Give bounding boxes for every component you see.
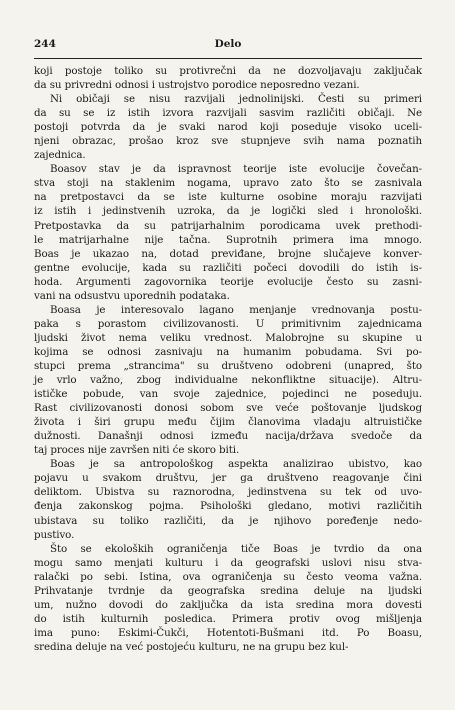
text-line: Ni običaji se nisu razvijali jednolinijski. Česti su primeri bbox=[50, 93, 422, 106]
running-title: Delo bbox=[214, 38, 242, 50]
text-line: Boasa je interesovalo lagano menjanje vrednovanja postu- bbox=[50, 303, 422, 316]
page-header bbox=[34, 38, 422, 54]
text-line: ubistava su toliko različiti, da je njihovo poređenje nedo- bbox=[34, 514, 422, 527]
paragraph bbox=[34, 542, 422, 654]
page-body bbox=[34, 64, 422, 654]
text-line: Pretpostavka da su patrijarhalnim porodicama uvek prethodi- bbox=[34, 219, 422, 232]
header-rule bbox=[34, 58, 422, 59]
text-line: Rast civilizovanosti donosi sobom sve veće poštovanje ljudskog bbox=[34, 402, 422, 415]
text-line: sredina deluje na već postojeću kulturu, ne na grupu bez kul- bbox=[34, 640, 349, 653]
text-line: zajednica. bbox=[34, 149, 86, 162]
text-line: postoji potvrda da je svaki narod koji poseduje visoko uceli- bbox=[34, 121, 422, 134]
text-line: do istih kulturnih posledica. Primera protiv ovog mišljenja bbox=[34, 612, 422, 625]
page-number: 244 bbox=[34, 38, 56, 50]
text-line: paka s porastom civilizovanosti. U primitivnim zajednicama bbox=[34, 317, 422, 330]
text-line: stva stoji na staklenim nogama, upravo zato što se zasnivala bbox=[34, 177, 422, 190]
text-line: ralački po sebi. Istina, ova ograničenja su često veoma važna. bbox=[34, 570, 422, 583]
text-line: dužnosti. Današnji odnosi između nacija/država svedoče da bbox=[34, 430, 422, 443]
text-line: kojima se odnosi zasnivaju na humanim pobudama. Svi po- bbox=[34, 345, 422, 358]
text-line: stupci prema „strancima" su društveno odobreni (unapred, što bbox=[34, 359, 422, 372]
text-line: hoda. Argumenti zagovornika teorije evolucije često su zasni- bbox=[34, 275, 422, 288]
text-line: mogu samo menjati kulturu i da geografski uslovi nisu stva- bbox=[34, 556, 422, 569]
text-line: ljudski život nema veliku vrednost. Malobrojne su skupine u bbox=[34, 331, 422, 344]
text-line: ima puno: Eskimi-Čukči, Hotentoti-Bušmani itd. Po Boasu, bbox=[34, 626, 422, 639]
text-line: da su privredni odnosi i ustrojstvo porodice neposredno vezani. bbox=[34, 79, 360, 92]
paragraph bbox=[34, 162, 422, 302]
text-line: ističke pobude, van svoje zajednice, pojedinci ne poseduju. bbox=[34, 388, 422, 401]
text-line: Boas je ukazao na, dotad previđane, brojne slučajeve konver- bbox=[34, 247, 422, 260]
text-line: deliktom. Ubistva su raznorodna, jedinstvena su tek od uvo- bbox=[34, 486, 422, 499]
text-line: gentne evolucije, kada su različiti počeci dovodili do istih is- bbox=[34, 261, 422, 274]
text-line: Boas je sa antropološkog aspekta analizirao ubistvo, kao bbox=[50, 458, 422, 471]
text-line: da su se iz istih izvora razvijali sasvim različiti običaji. Ne bbox=[34, 107, 422, 120]
text-line: života i širi grupu među čijim članovima vladaju altruističke bbox=[34, 416, 422, 429]
paragraph bbox=[34, 457, 422, 541]
text-line: le matrijarhalne nije tačna. Suprotnih primera ima mnogo. bbox=[34, 233, 422, 246]
text-line: vani na odsustvu uporednih podataka. bbox=[34, 289, 230, 302]
text-line: đenja zakonskog pojma. Psihološki gledano, motivi različitih bbox=[34, 500, 422, 513]
text-line: taj proces nije završen niti će skoro biti. bbox=[34, 444, 240, 457]
text-line: je vrlo važno, zbog individualne nekonfliktne situacije). Altru- bbox=[34, 374, 422, 387]
paragraph bbox=[34, 64, 422, 92]
text-line: Prihvatanje tvrdnje da geografska sredina deluje na ljudski bbox=[34, 584, 422, 597]
paragraph bbox=[34, 303, 422, 458]
text-line: koji postoje toliko su protivrečni da ne dozvoljavaju zaključak bbox=[34, 65, 422, 77]
text-line: njeni obrazac, prošao kroz sve stupnjeve svih nama poznatih bbox=[34, 135, 422, 148]
text-line: pojavu u svakom društvu, jer ga društveno reagovanje čini bbox=[34, 472, 422, 485]
text-line: pustivo. bbox=[34, 528, 75, 541]
paragraph bbox=[34, 92, 422, 162]
text-line: iz istih i jedinstvenih uzroka, da je logički sled i hronološki. bbox=[34, 205, 422, 218]
text-line: um, nužno dovodi do zaključka da ista sredina mora dovesti bbox=[34, 598, 422, 611]
text-line: Što se ekoloških ograničenja tiče Boas je tvrdio da ona bbox=[50, 542, 422, 555]
text-line: Boasov stav je da ispravnost teorije iste evolucije čovečan- bbox=[50, 163, 422, 176]
text-line: na pretpostavci da se iste kulturne osobine moraju razvijati bbox=[34, 191, 422, 204]
